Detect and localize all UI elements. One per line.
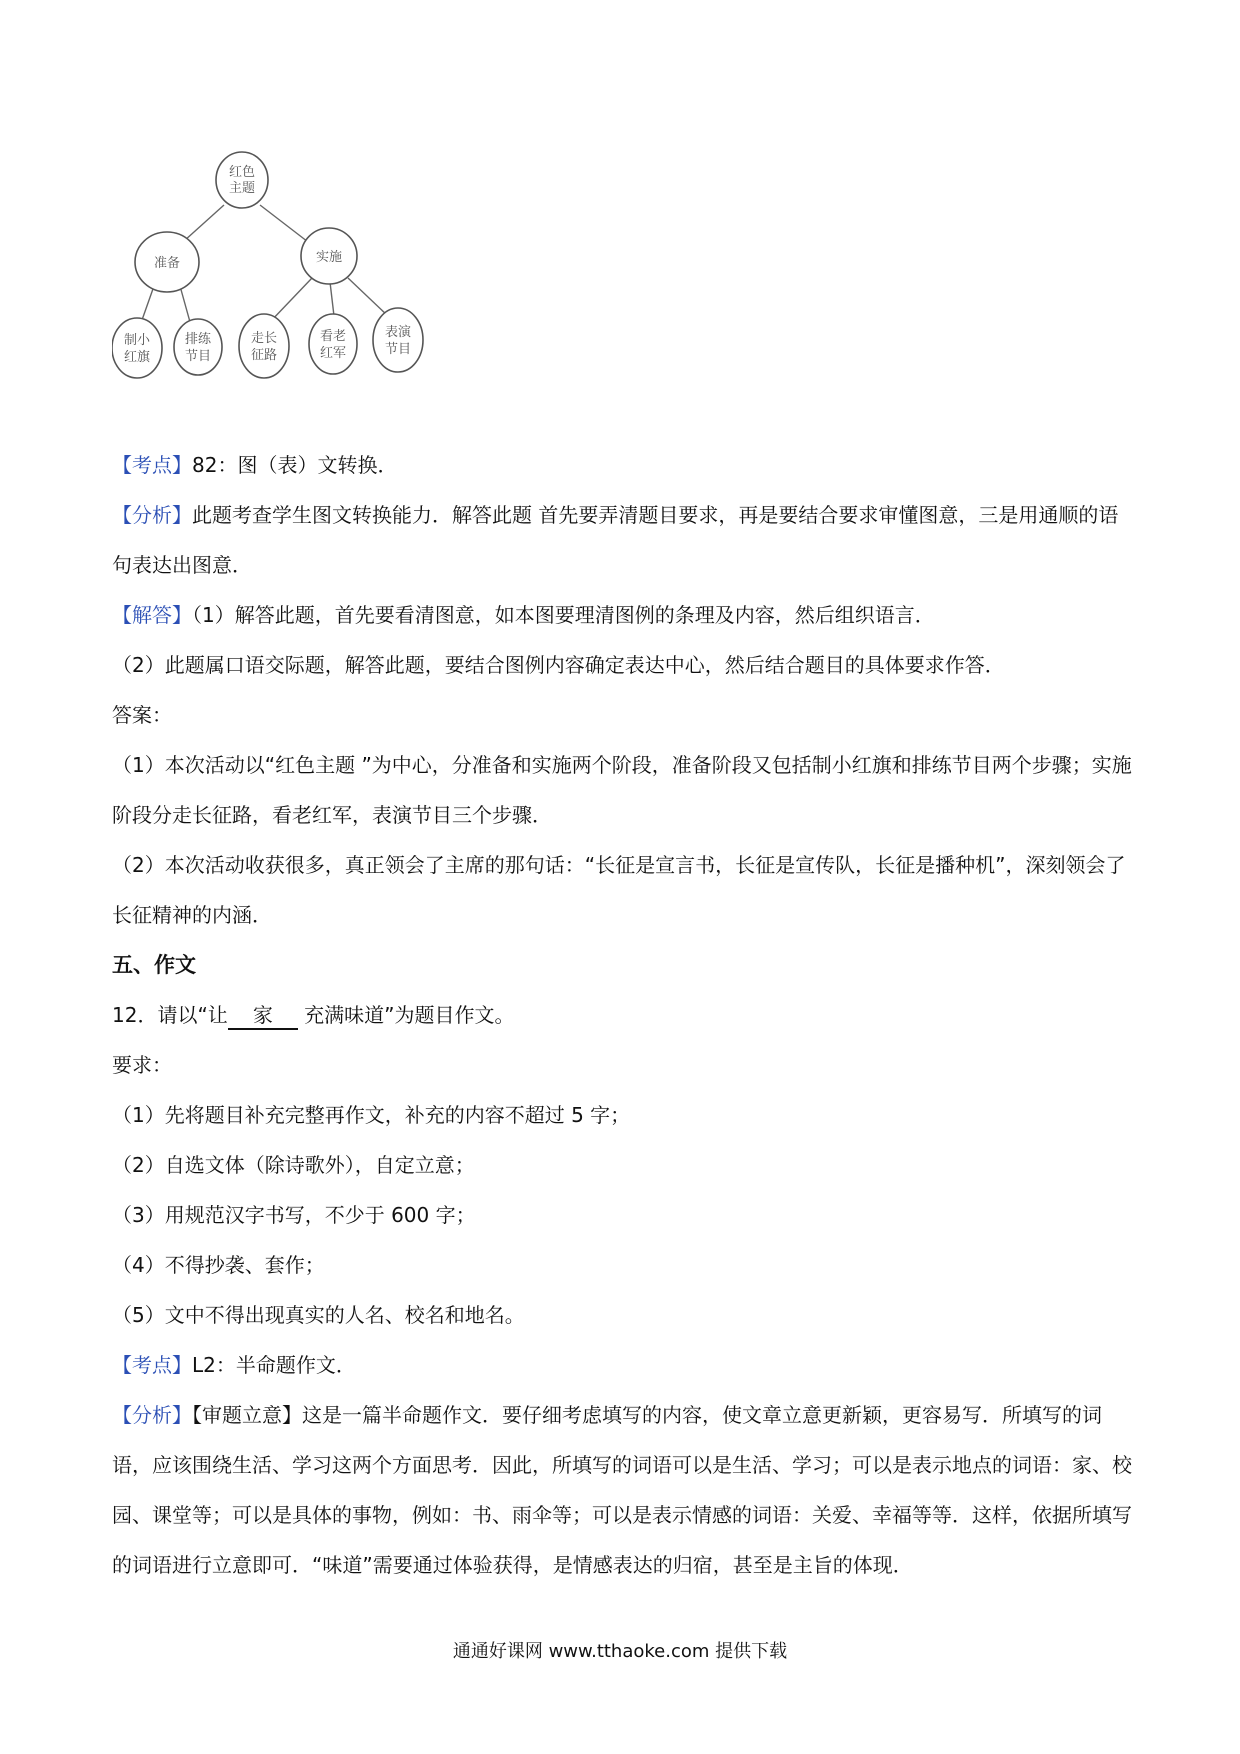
q12-req-5: （5）文中不得出现真实的人名、校名和地名。 [112, 1303, 525, 1327]
node-leaf-1 [112, 318, 162, 378]
node-root-label-2: 主题 [228, 181, 256, 196]
q11-fenxi [112, 490, 1132, 590]
fenxi-tag: 【分析】 [112, 503, 192, 527]
q11-jieda [112, 590, 1132, 640]
q11-answer-2: （2）本次活动收获很多，真正领会了主席的那句话：“长征是宣言书，长征是宣传队，长征是播种机”，深刻领会了长征精神的内涵． [112, 853, 1126, 927]
edge-left-leaf2 [180, 286, 190, 322]
node-root [216, 152, 268, 208]
node-leaf-2-label-2: 节目 [184, 349, 212, 364]
node-leaf-2-label-1: 排练 [184, 332, 212, 347]
jieda-text-1: （1）解答此题，首先要看清图意，如本图要理清图例的条理及内容，然后组织语言． [192, 603, 935, 627]
node-leaf-1-label-2: 红旗 [123, 350, 151, 365]
activity-tree-diagram [112, 150, 472, 435]
node-leaf-4-label-2: 红军 [319, 346, 347, 361]
q12-prompt-pre: 12．请以“让 [112, 1003, 228, 1027]
q12-req-2: （2）自选文体（除诗歌外），自定立意； [112, 1153, 475, 1177]
node-leaf-5-label-1: 表演 [384, 325, 412, 340]
q12-req-label: 要求： [112, 1053, 172, 1077]
q12-kaodian [112, 1340, 1132, 1390]
node-leaf-4 [309, 314, 357, 374]
q11-answer-label: 答案： [112, 703, 172, 727]
fenxi-text: 此题考查学生图文转换能力．解答此题 首先要弄清题目要求，再是要结合要求审懂图意，三是用通顺的语句表达出图意． [112, 503, 1119, 577]
kaodian-text: L2：半命题作文． [192, 1353, 356, 1377]
page-footer: 通通好课网 www.tthaoke.com 提供下载 [452, 1641, 788, 1662]
q12-prompt [112, 990, 1132, 1040]
q12-req-4: （4）不得抄袭、套作； [112, 1253, 325, 1277]
node-leaf-5-label-2: 节目 [384, 342, 412, 357]
node-root-label-1: 红色 [228, 165, 256, 180]
q12-prompt-post: 充满味道”为题目作文。 [304, 1003, 515, 1027]
kaodian-tag: 【考点】 [112, 453, 192, 477]
node-right-label: 实施 [315, 250, 343, 265]
edge-root-right [260, 205, 312, 245]
node-leaf-4-label-1: 看老 [319, 329, 347, 344]
edge-left-leaf1 [142, 286, 154, 320]
jieda-tag: 【解答】 [112, 603, 192, 627]
section-5-title: 五、作文 [112, 953, 196, 977]
document-body [112, 440, 1132, 1590]
node-left-label: 准备 [153, 256, 181, 271]
q12-blank: 家 [228, 1002, 298, 1030]
node-leaf-5 [373, 308, 423, 372]
node-leaf-3 [239, 314, 289, 378]
node-leaf-3-label-1: 走长 [250, 331, 278, 346]
fenxi-text: 【审题立意】这是一篇半命题作文．要仔细考虑填写的内容，使文章立意更新颖，更容易写．所填写的词语，应该围绕生活、学习这两个方面思考．因此，所填写的词语可以是生活、学习；可以是表示地点的词语：家、校园、课堂等；可以是具体的事物，例如：书、雨伞等；可以是表示情感的词语：关爱、幸福等等．这样，依据所填写的词语进行立意即可．“味道”需要通过体验获得，是情感表达的归宿，甚至是主旨的体现． [112, 1403, 1132, 1577]
kaodian-tag: 【考点】 [112, 1353, 192, 1377]
q12-fenxi [112, 1390, 1132, 1590]
q11-kaodian [112, 440, 1132, 490]
kaodian-text: 82：图（表）文转换． [192, 453, 398, 477]
node-leaf-3-label-2: 征路 [250, 348, 278, 363]
edge-right-leaf4 [330, 282, 334, 316]
edge-right-leaf3 [270, 278, 312, 322]
node-leaf-2 [174, 319, 222, 375]
fenxi-tag: 【分析】 [112, 1403, 192, 1427]
q12-req-3: （3）用规范汉字书写，不少于 600 字； [112, 1203, 476, 1227]
tree-svg [112, 150, 472, 435]
node-leaf-1-label-1: 制小 [123, 333, 151, 348]
q11-jieda-2: （2）此题属口语交际题，解答此题，要结合图例内容确定表达中心，然后结合题目的具体要求作答． [112, 653, 1005, 677]
q12-req-1: （1）先将题目补充完整再作文，补充的内容不超过 5 字； [112, 1103, 631, 1127]
q11-answer-1: （1）本次活动以“红色主题 ”为中心，分准备和实施两个阶段，准备阶段又包括制小红旗和排练节目两个步骤；实施阶段分走长征路，看老红军，表演节目三个步骤． [112, 753, 1132, 827]
edge-right-leaf5 [348, 278, 388, 316]
